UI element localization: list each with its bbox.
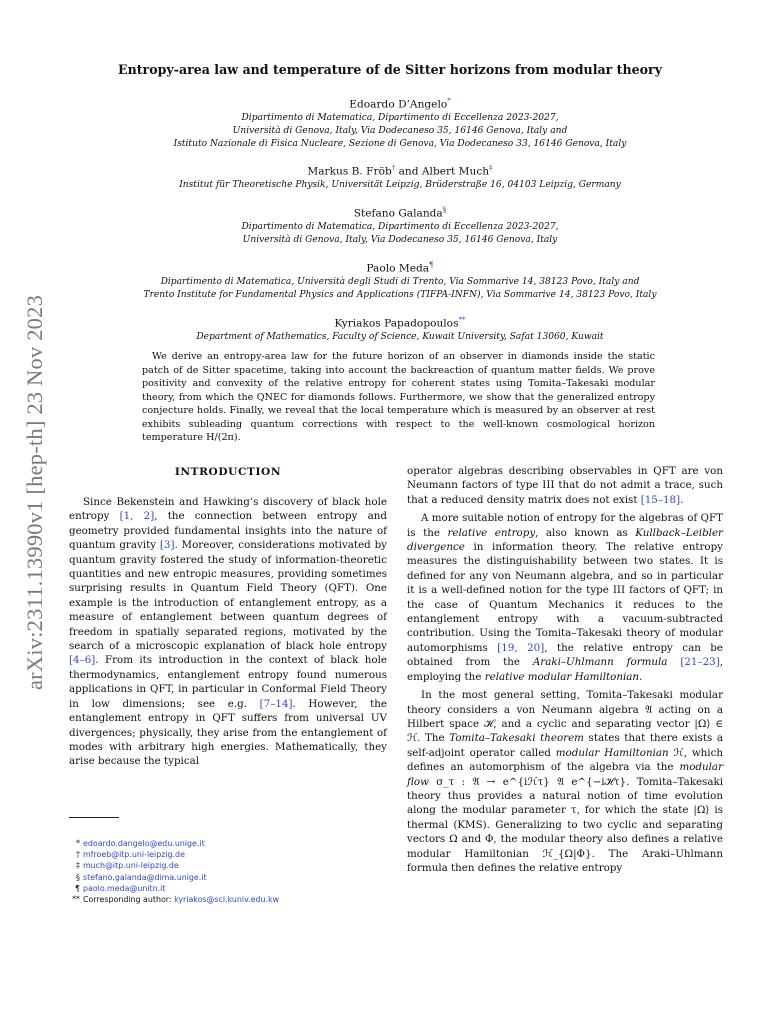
citation-link[interactable]: [21–23] — [680, 656, 720, 669]
footnote — [69, 838, 399, 849]
text-run: A more suitable notion of entropy for the algebras of QFT is the — [407, 512, 723, 539]
citation-link[interactable]: [7–14] — [259, 697, 293, 710]
author-block-dangelo — [70, 94, 730, 151]
footnote — [69, 894, 399, 905]
text-run — [667, 656, 680, 668]
footnote-symbol: † — [76, 850, 80, 860]
email-link[interactable]: mfroeb@itp.uni-leipzig.de — [83, 850, 185, 860]
intro-paragraph-1 — [69, 495, 387, 769]
footnote-mark[interactable]: ‡ — [489, 164, 493, 172]
footnote-symbol: ¶ — [74, 883, 80, 893]
intro-paragraph-3 — [407, 688, 723, 875]
left-column — [69, 495, 387, 769]
footnote-mark[interactable]: § — [442, 206, 447, 214]
right-column — [407, 464, 723, 875]
email-link[interactable]: kyriakos@sci.kuniv.edu.kw — [174, 895, 280, 905]
author-block-papadopoulos — [70, 313, 730, 344]
text-run: . However, the entanglement entropy in QFT suffers from universal UV divergences; physically, they arise from the entanglement of modes with arbitrary high energies. Mathematically, they arise because the typical — [69, 697, 387, 768]
text-run: states that there exists a self-adjoint operator called — [407, 732, 723, 759]
paper-title: Entropy-area law and temperature of de Sitter horizons from modular theory — [117, 62, 663, 77]
author-name: Albert Much — [421, 165, 490, 178]
affiliation-line: Università di Genova, Italy, Via Dodecaneso 35, 16146 Genova, Italy and — [232, 125, 568, 136]
text-run: In the most general setting, Tomita–Takesaki modular theory considers a von Neumann algebra 𝔄 acting on a Hilbert space ℋ, and a cyclic and separating vector |Ω⟩ ∈ ℋ. The — [407, 689, 723, 745]
footnote — [69, 849, 399, 860]
email-link[interactable]: stefano.galanda@dima.unige.it — [83, 872, 207, 882]
section-heading-introduction: INTRODUCTION — [174, 466, 282, 478]
text-run: . From its introduction in the context of black hole thermodynamics, entanglement entropy found numerous applications in QFT, in particular in Conformal Field Theory in low dimensions; see e.g. — [69, 654, 387, 710]
citation-link[interactable]: [1, 2] — [119, 510, 155, 523]
footnote-mark[interactable]: * — [447, 97, 451, 105]
arxiv-identifier-stamp: arXiv:2311.13990v1 [hep-th] 23 Nov 2023 — [22, 294, 47, 690]
affiliation-line: Dipartimento di Matematica, Dipartimento di Eccellenza 2023-2027, — [241, 112, 559, 123]
text-run: in information theory. The relative entropy measures the distinguishability between two states. It is defined for any von Neumann algebra, and so in particular it is a well-defined notion for the type III factors of QFT; in the case of Quantum Mechanics it reduces to the entanglement entropy with a vacuum-subtracted contribution. Using the Tomita–Takesaki theory of modular automorphisms — [407, 541, 723, 654]
emphasis: modular Hamiltonian — [555, 746, 669, 759]
footnote — [69, 883, 399, 894]
text-run: , also known as — [535, 526, 636, 539]
email-link[interactable]: edoardo.dangelo@edu.unige.it — [83, 839, 205, 848]
text-run: , employing the — [407, 656, 723, 683]
emphasis: relative entropy — [447, 526, 536, 539]
citation-link[interactable]: [15–18] — [640, 493, 681, 506]
text-run: , the relative entropy can be obtained from the — [407, 641, 723, 669]
footnote-symbol: * — [76, 839, 80, 848]
footnotes — [69, 838, 399, 905]
author-name: Kyriakos Papadopoulos — [334, 317, 459, 330]
email-link[interactable]: much@itp.uni-leipzig.de — [83, 861, 179, 871]
footnote-symbol: ‡ — [76, 861, 80, 871]
footnote-mark[interactable]: ** — [458, 316, 466, 324]
author-name: Stefano Galanda — [353, 207, 443, 220]
emphasis: Tomita–Takesaki theorem — [449, 732, 584, 745]
text-run: ℋ, which defines an automorphism of the algebra via the — [407, 746, 723, 774]
emphasis: modular flow — [407, 761, 723, 788]
footnote-mark[interactable]: † — [391, 164, 396, 172]
footnote-text: Corresponding author: — [83, 895, 175, 905]
text-run: σ_τ : 𝔄 → e^{iℋτ} 𝔄 e^{−iℋτ}. Tomita–Takesaki theory thus provides a natural notion of time evolution along the modular parameter τ, for which the state |Ω⟩ is thermal (KMS). Generalizing to two cyclic and separating vectors Ω and Φ, the modular theory also defines a relative modular Hamiltonian ℋ_{Ω|Φ}. The Araki–Uhlmann formula then defines the relative entropy — [407, 775, 723, 874]
author-and: and — [398, 165, 419, 178]
author-name: Edoardo D’Angelo — [349, 98, 448, 111]
text-run: . Moreover, considerations motivated by quantum gravity fostered the study of information-theoretic quantities and new entropic measures, providing sometimes surprising results in Quantum Field Theory (QFT). One example is the introduction of entanglement entropy, as a measure of entanglement between quantum degrees of freedom in spatially separated regions, motivated by the search of a microscopic explanation of black hole entropy — [69, 539, 387, 653]
footnote — [69, 860, 399, 871]
intro-paragraph-2 — [407, 511, 723, 684]
emphasis: Araki–Uhlmann formula — [532, 656, 668, 669]
footnote-separator — [69, 817, 119, 818]
author-name: Paolo Meda — [366, 262, 430, 275]
text-run: , the connection between entropy and geometry provided fundamental insights into the nature of quantum gravity — [69, 510, 387, 552]
intro-paragraph-continued — [407, 464, 723, 507]
footnote-symbol: § — [76, 872, 80, 882]
affiliation-line: Institut für Theoretische Physik, Universität Leipzig, Brüderstraße 16, 04103 Leipzig, Germany — [179, 179, 621, 190]
text-run: Since Bekenstein and Hawking’s discovery of black hole entropy — [69, 496, 387, 523]
author-block-galanda — [70, 203, 730, 247]
citation-link[interactable]: [4–6] — [69, 654, 96, 667]
text-run: . — [639, 670, 643, 683]
affiliation-line: Department of Mathematics, Faculty of Science, Kuwait University, Safat 13060, Kuwait — [196, 331, 604, 342]
affiliation-line: Università di Genova, Italy, Via Dodecaneso 35, 16146 Genova, Italy — [242, 234, 558, 245]
text-run: operator algebras describing observables in QFT are von Neumann factors of type III that do not admit a trace, such that a reduced density matrix does not exist — [407, 465, 723, 506]
footnote-mark[interactable]: ¶ — [429, 261, 434, 269]
author-block-meda — [70, 258, 730, 302]
abstract — [142, 350, 655, 445]
affiliation-line: Istituto Nazionale di Fisica Nucleare, Sezione di Genova, Via Dodecaneso 33, 16146 Genova, Italy — [173, 138, 627, 149]
email-link[interactable]: paolo.meda@unitn.it — [83, 883, 166, 893]
affiliation-line: Trento Institute for Fundamental Physics and Applications (TIFPA-INFN), Via Sommarive 14, 38123 Povo, Italy — [143, 289, 657, 300]
author-block-froeb-much — [70, 161, 730, 192]
citation-link[interactable]: [3] — [159, 539, 175, 552]
abstract-text: We derive an entropy-area law for the future horizon of an observer in diamonds inside the static patch of de Sitter spacetime, taking into account the backreaction of quantum matter fields. We prove positivity and convexity of the relative entropy for coherent states using Tomita–Takesaki modular theory, from which the QNEC for diamonds follows. Furthermore, we show that the generalized entropy conjecture holds. Finally, we reveal that the local temperature which is measured by an observer at rest exhibits subleading quantum corrections with respect to the well-known cosmological horizon temperature H/(2π). — [142, 351, 655, 443]
author-name: Markus B. Fröb — [307, 165, 392, 178]
footnote-symbol: ** — [72, 895, 80, 905]
affiliation-line: Dipartimento di Matematica, Università degli Studi di Trento, Via Sommarive 14, 38123 Povo, Italy and — [160, 276, 640, 287]
emphasis: Kullback–Leibler divergence — [407, 526, 723, 554]
emphasis: relative modular Hamiltonian — [484, 670, 640, 683]
citation-link[interactable]: [19, 20] — [497, 641, 545, 654]
affiliation-line: Dipartimento di Matematica, Dipartimento di Eccellenza 2023-2027, — [241, 221, 559, 232]
text-run: . — [680, 493, 684, 506]
footnote — [69, 872, 399, 883]
